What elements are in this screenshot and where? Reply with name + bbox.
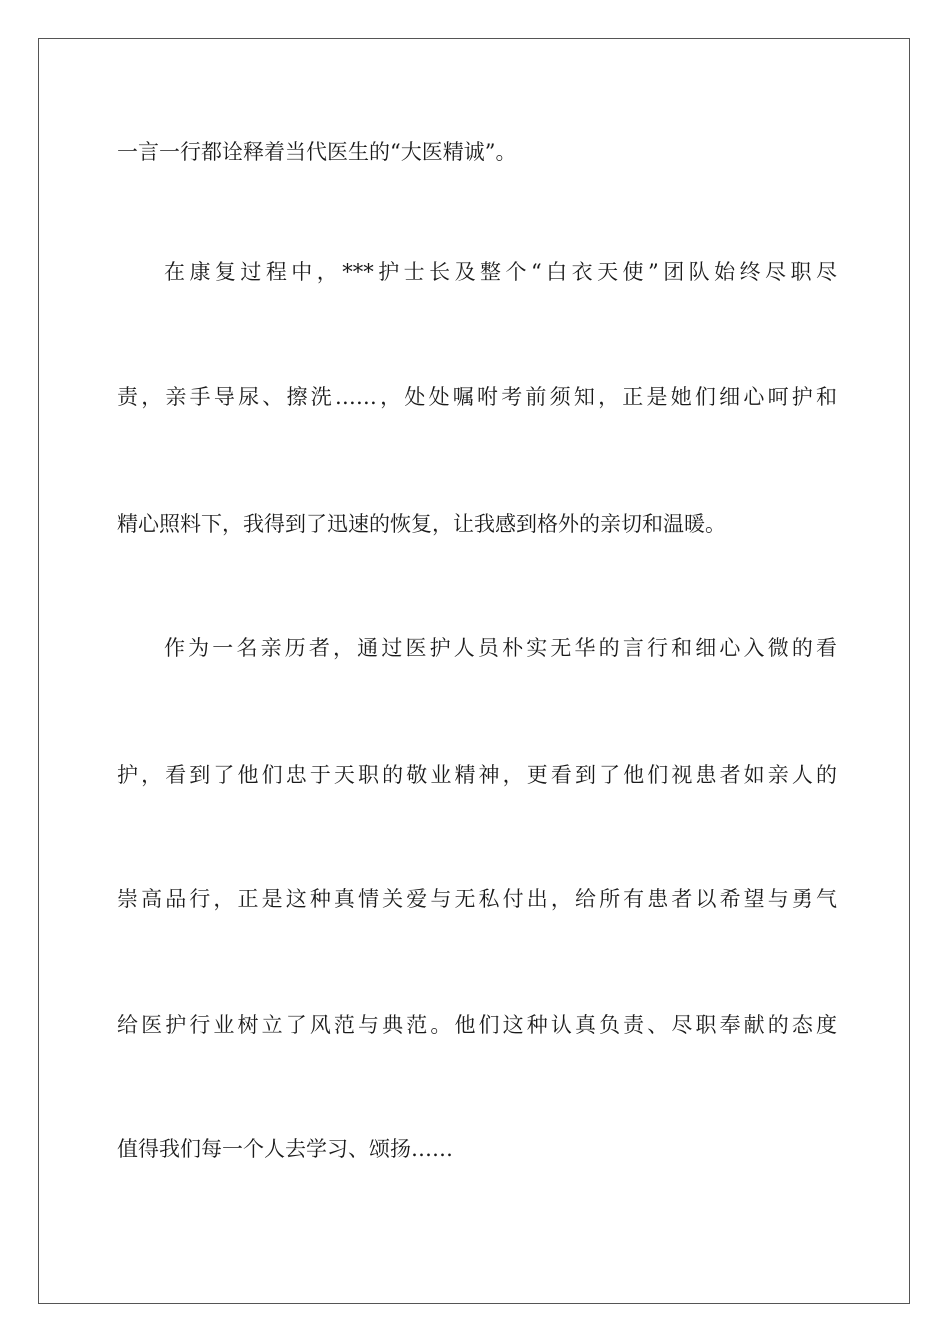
paragraph-line-1: 一言一行都诠释着当代医生的“大医精诚”。 bbox=[117, 140, 517, 164]
paragraph-line-9: 值得我们每一个人去学习、颂扬…… bbox=[117, 1137, 453, 1161]
paragraph-line-8: 给医护行业树立了风范与典范。他们这种认真负责、尽职奉献的态度 bbox=[117, 1013, 837, 1037]
page-border bbox=[38, 38, 910, 1304]
paragraph-line-2: 在康复过程中，***护士长及整个“白衣天使”团队始终尽职尽 bbox=[164, 260, 837, 284]
paragraph-line-6: 护，看到了他们忠于天职的敬业精神，更看到了他们视患者如亲人的 bbox=[117, 763, 837, 787]
paragraph-line-7: 崇高品行，正是这种真情关爱与无私付出，给所有患者以希望与勇气 bbox=[117, 887, 837, 911]
paragraph-line-5: 作为一名亲历者，通过医护人员朴实无华的言行和细心入微的看 bbox=[164, 636, 837, 660]
paragraph-line-3: 责，亲手导尿、擦洗……，处处嘱咐考前须知，正是她们细心呵护和 bbox=[117, 385, 837, 409]
paragraph-line-4: 精心照料下，我得到了迅速的恢复，让我感到格外的亲切和温暖。 bbox=[117, 512, 726, 536]
